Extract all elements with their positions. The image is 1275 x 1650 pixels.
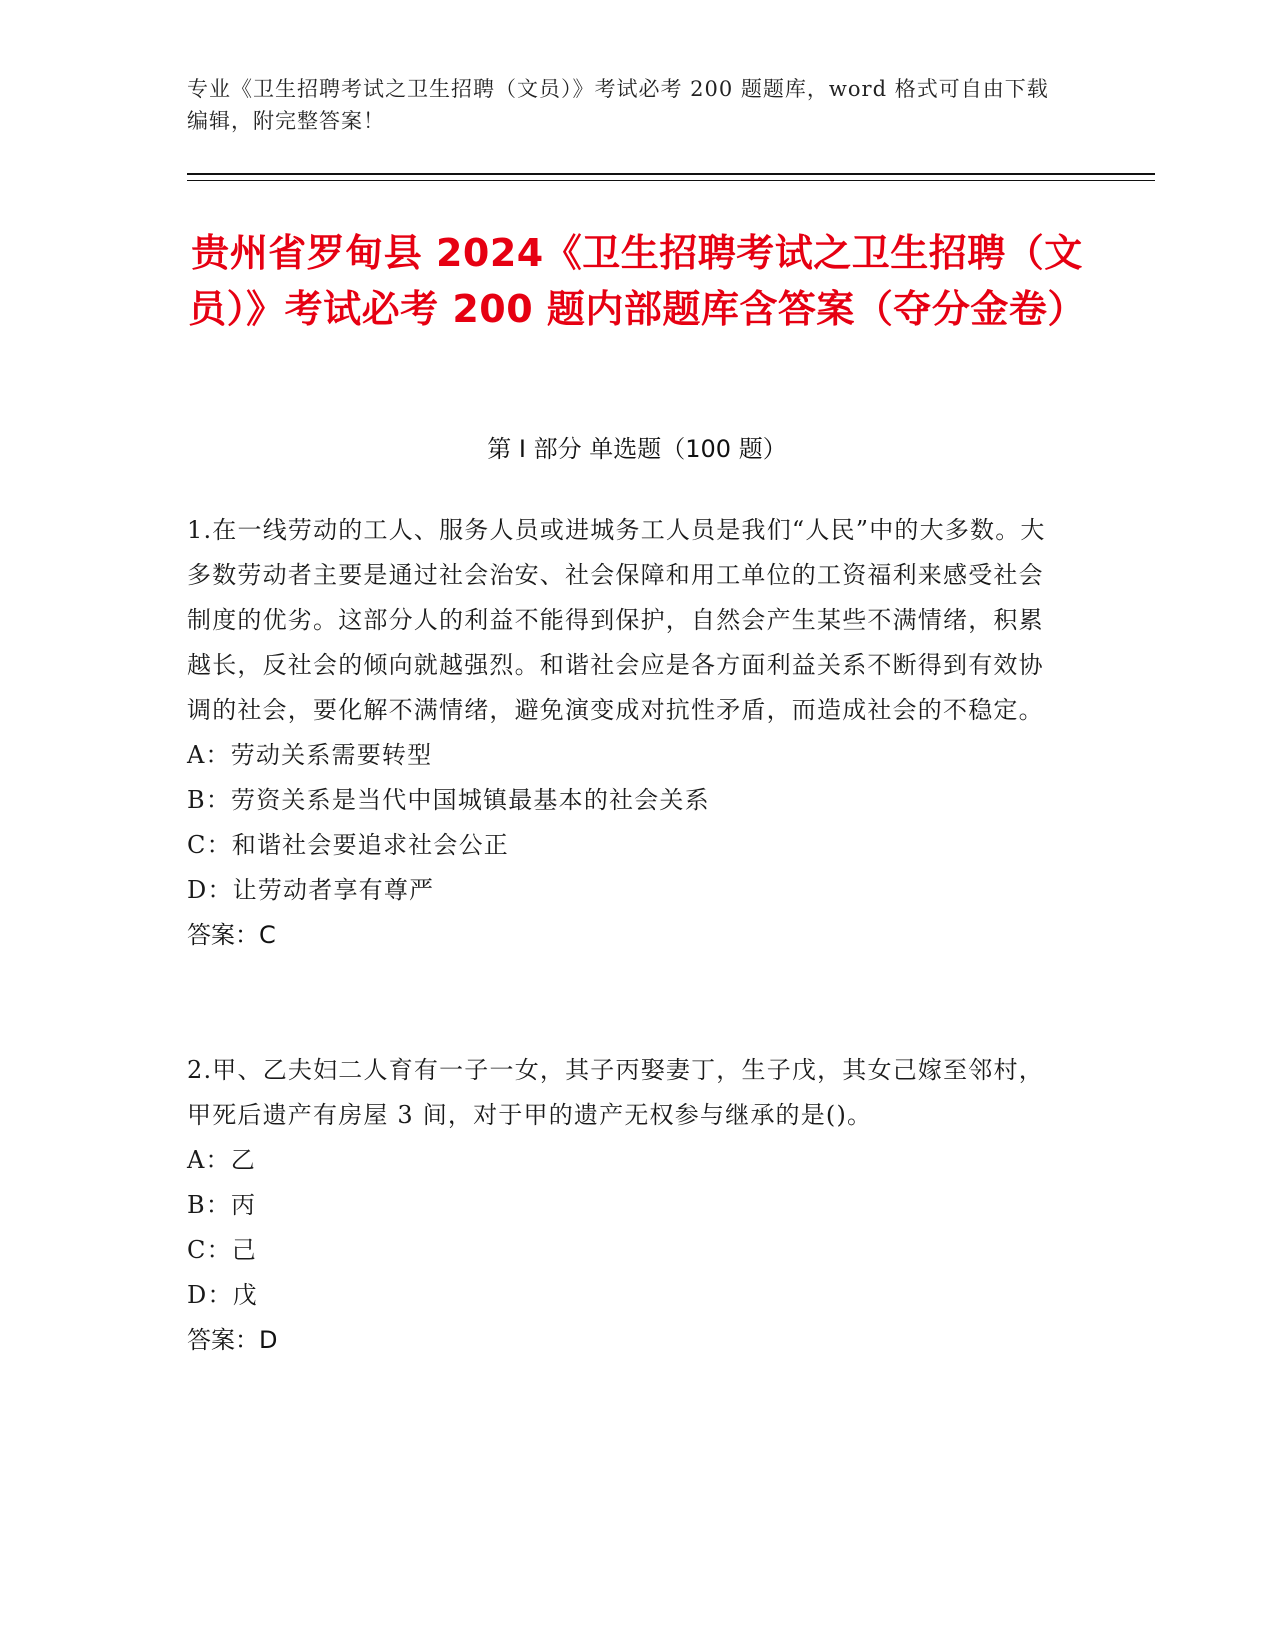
question-stem: 2.甲、乙夫妇二人育有一子一女，其子丙娶妻丁，生子戊，其女己嫁至邻村，甲死后遗产有房屋 3 间，对于甲的遗产无权参与继承的是()。 xyxy=(187,1056,1044,1129)
option-b: B：劳资关系是当代中国城镇最基本的社会关系 xyxy=(187,786,710,814)
option-a: A：劳动关系需要转型 xyxy=(187,741,433,769)
option-c: C：己 xyxy=(187,1236,257,1264)
answer: 答案：D xyxy=(187,1326,278,1354)
document-title: 贵州省罗甸县 2024《卫生招聘考试之卫生招聘（文员）》考试必考 200 题内部题库含答案（夺分金卷） xyxy=(188,231,1086,331)
answer: 答案：C xyxy=(187,921,276,949)
section-heading: 第 I 部分 单选题（100 题） xyxy=(487,435,787,463)
header-divider-thick xyxy=(187,173,1155,175)
question-2 xyxy=(187,1048,1067,1363)
header-divider-thin xyxy=(187,180,1155,181)
question-1 xyxy=(187,508,1067,958)
option-c: C：和谐社会要追求社会公正 xyxy=(187,831,509,859)
option-d: D：让劳动者享有尊严 xyxy=(187,876,435,904)
option-a: A：乙 xyxy=(187,1146,256,1174)
header-note: 专业《卫生招聘考试之卫生招聘（文员）》考试必考 200 题题库，word 格式可自由下载编辑，附完整答案！ xyxy=(187,77,1049,133)
option-d: D：戊 xyxy=(187,1281,258,1309)
question-stem: 1.在一线劳动的工人、服务人员或进城务工人员是我们“人民”中的大多数。大多数劳动者主要是通过社会治安、社会保障和用工单位的工资福利来感受社会制度的优劣。这部分人的利益不能得到保护，自然会产生某些不满情绪，积累越长，反社会的倾向就越强烈。和谐社会应是各方面利益关系不断得到有效协调的社会，要化解不满情绪，避免演变成对抗性矛盾，而造成社会的不稳定。 xyxy=(187,516,1046,724)
option-b: B：丙 xyxy=(187,1191,257,1219)
